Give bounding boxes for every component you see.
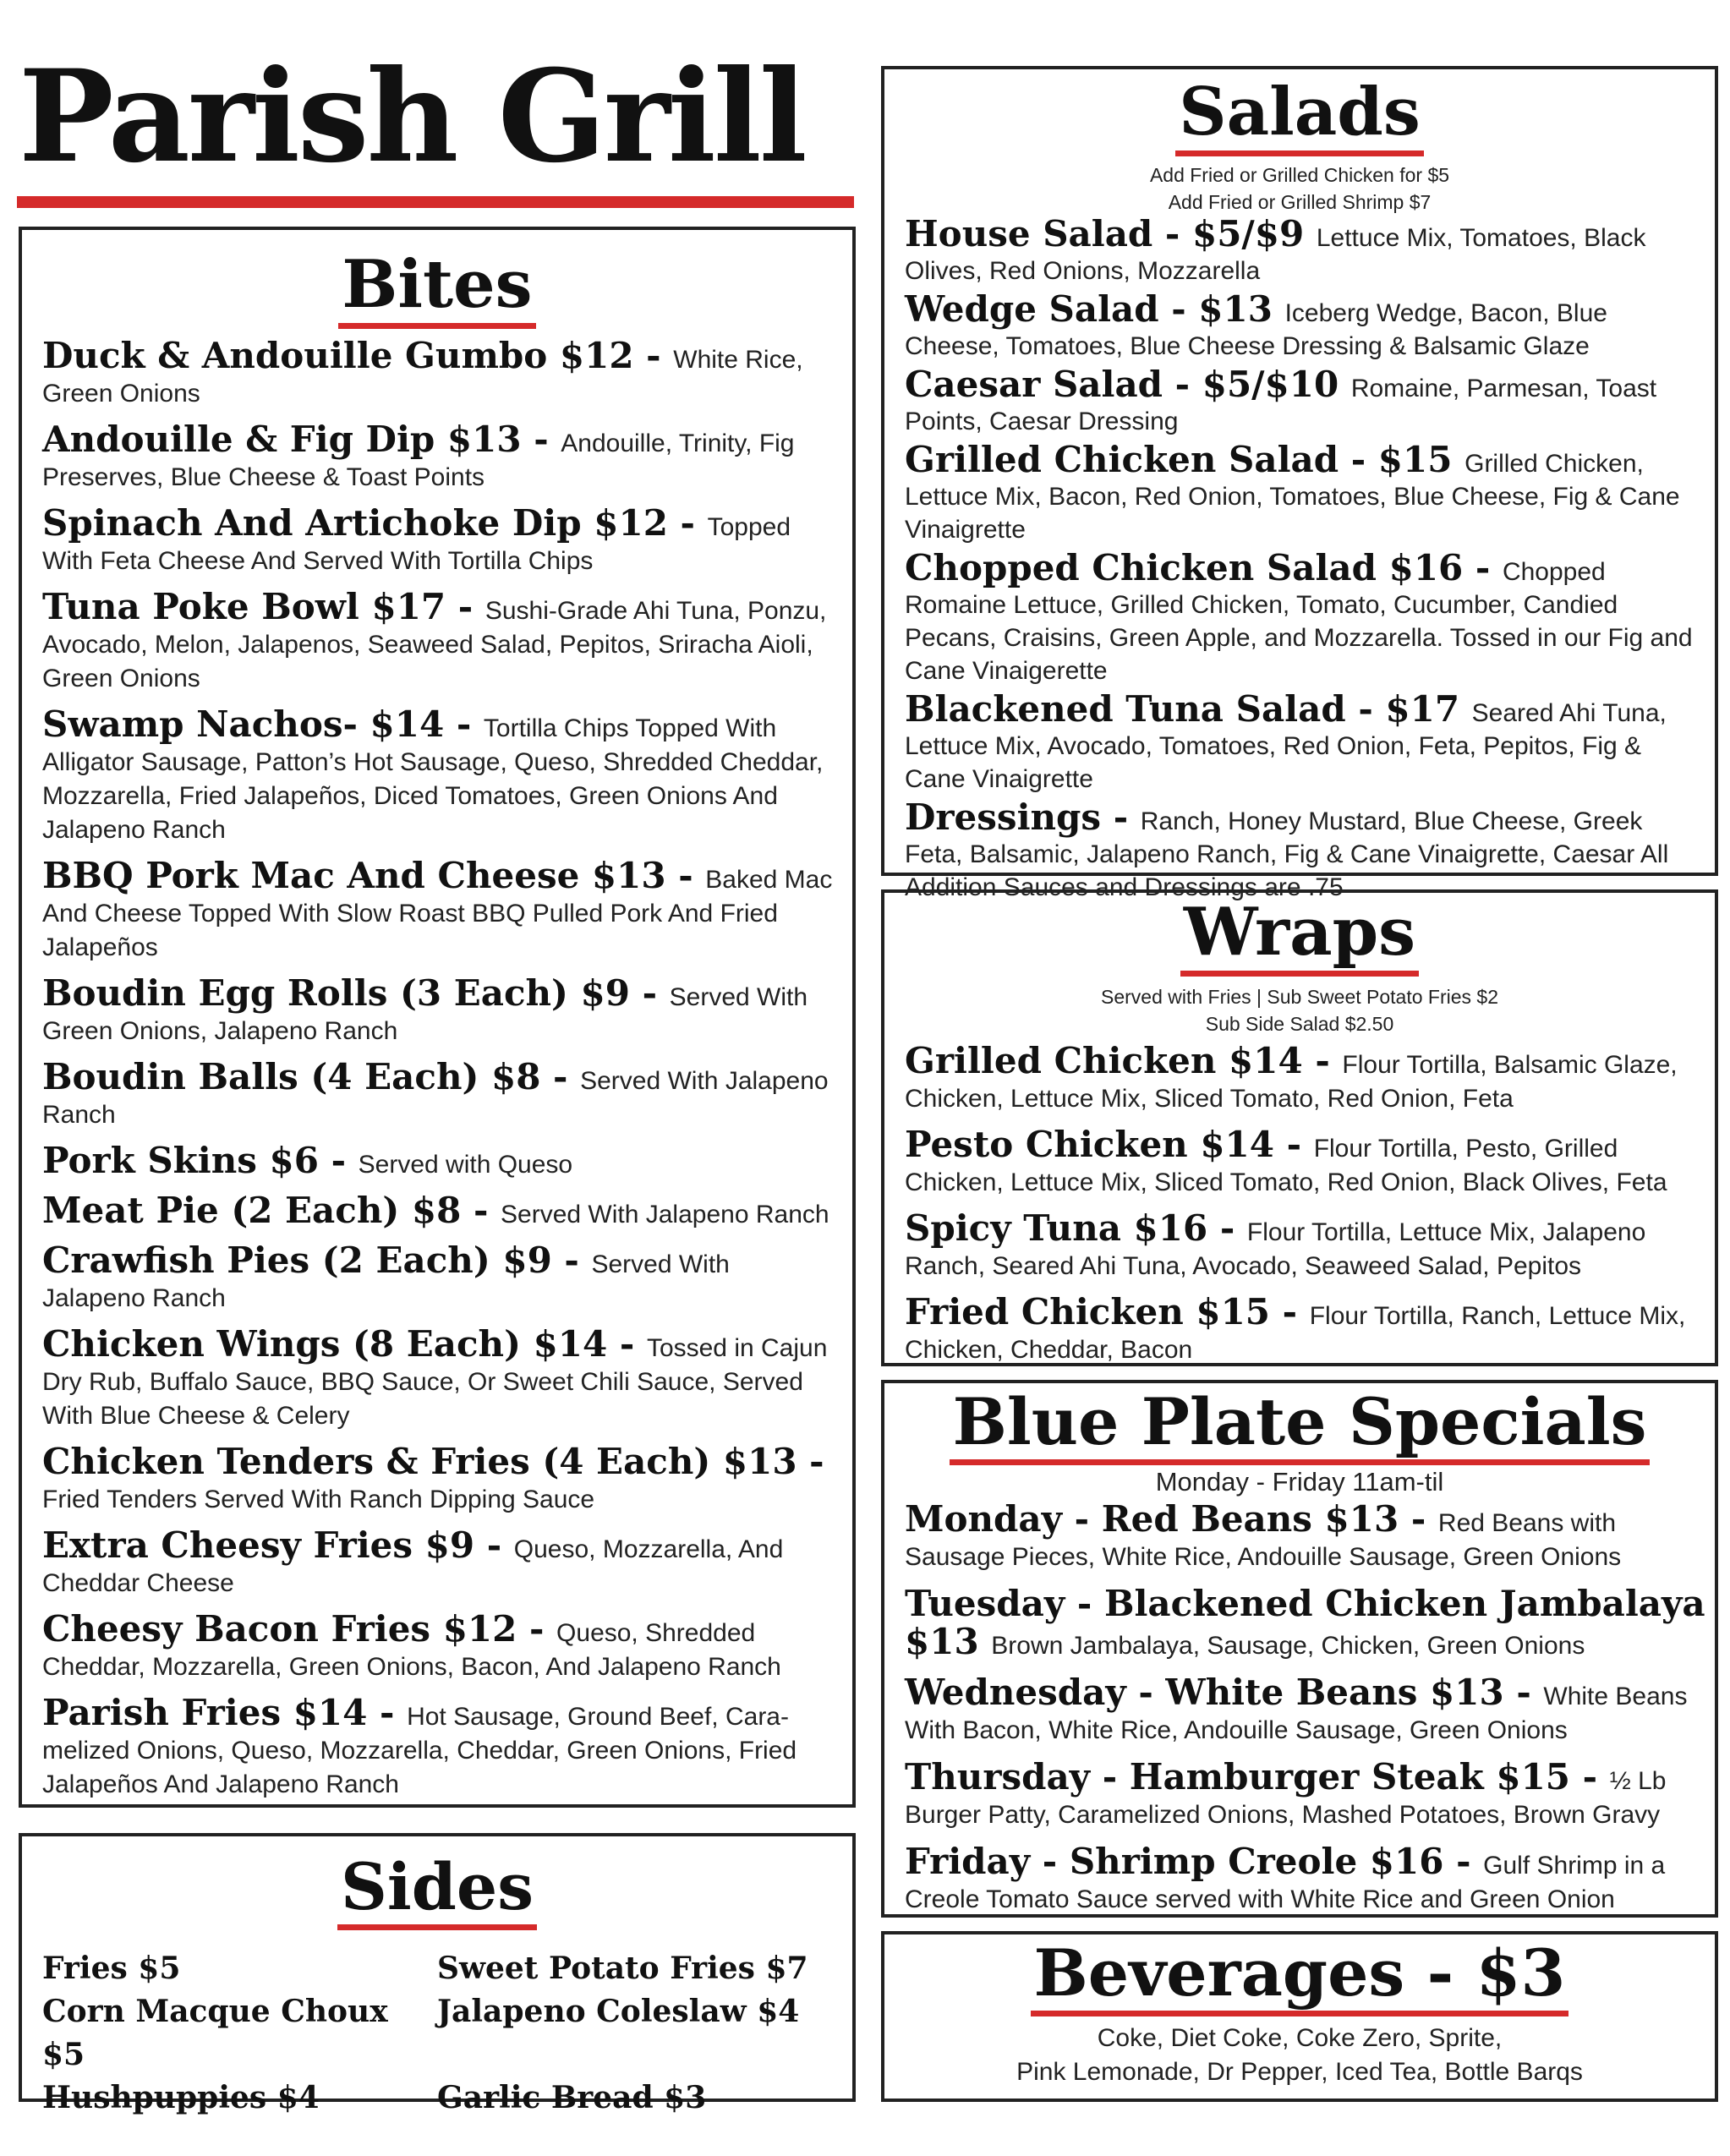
menu-item: [42, 1139, 837, 1182]
wraps-heading: Wraps: [884, 896, 1715, 977]
item-description: Iceberg Wedge, Bacon, Blue Cheese, Tomatoes, Blue Cheese Dressing & Balsamic Glaze: [905, 298, 1607, 360]
menu-item: [905, 796, 1706, 904]
item-description: Flour Tortilla, Balsamic Glaze, Chicken, Lettuce Mix, Sliced Tomato, Red Onion, Feta: [905, 1050, 1678, 1113]
menu-item: [42, 418, 837, 495]
item-name: Boudin Egg Rolls (3 Each) $9 -: [42, 971, 670, 1014]
item-name: Pork Skins $6 -: [42, 1139, 359, 1181]
item-name: Chopped Chicken Salad $16 -: [905, 546, 1503, 588]
item-description: Served With Green Onions, Jalapeno Ranch: [42, 982, 808, 1045]
item-name: Tuna Poke Bowl $17 -: [42, 585, 485, 627]
menu-item: [905, 687, 1706, 796]
item-description: Ranch, Honey Mustard, Blue Cheese, Greek Feta, Balsamic, Jalapeno Ranch, Fig & Cane Vinaigrette, Caesar All Addition Sauces and Dressings are .75: [905, 807, 1669, 901]
salads-note: Add Fried or Grilled Shrimp $7: [1168, 190, 1432, 213]
item-name: Dressings -: [905, 796, 1141, 838]
item-description: Queso, Shredded Cheddar, Mozzarella, Green Onions, Bacon, And Jalapeno Ranch: [42, 1618, 781, 1681]
side-item: Jalapeno Coleslaw $4: [437, 1993, 800, 2029]
item-name: Thursday - Hamburger Steak $15 -: [905, 1755, 1610, 1798]
item-description: Red Beans with Sausage Pieces, White Rice, Andouille Sausage, Green Onions: [905, 1508, 1622, 1571]
item-description: Served With Jalapeno Ranch: [42, 1250, 730, 1312]
menu-item: [42, 1189, 837, 1232]
side-item: Garlic Bread $3: [437, 2079, 707, 2115]
item-description: Topped With Feta Cheese And Served With Tortilla Chips: [42, 512, 791, 575]
menu-item: [42, 1239, 837, 1316]
item-name: Monday - Red Beans $13 -: [905, 1497, 1438, 1540]
item-description: Tortilla Chips Topped With Alligator Sausage, Patton’s Hot Sausage, Queso, Shredded Cheddar, Mozzarella, Fried Jalapeños, Diced Tomatoes, Green Onions And Jalapeno Ranch: [42, 714, 824, 844]
item-name: House Salad - $5/$9: [905, 212, 1317, 254]
bites-section: [19, 227, 856, 1808]
specials-list: [884, 1497, 1715, 1917]
menu-item: [42, 334, 837, 411]
item-name: Wedge Salad - $13: [905, 287, 1285, 330]
beverages-heading: Beverages - $3: [884, 1938, 1715, 2016]
menu-item: [42, 1055, 837, 1132]
menu-item: [42, 703, 837, 847]
item-description: Hot Sausage, Ground Beef, Cara-melized Onions, Queso, Mozzarella, Cheddar, Green Onions, Fried Jalapeños And Jalapeno Ranch: [42, 1702, 797, 1798]
item-description: Fried Tenders Served With Ranch Dipping Sauce: [42, 1485, 595, 1513]
wraps-note: Sub Side Salad $2.50: [1205, 1012, 1394, 1035]
menu-item: [42, 1440, 837, 1517]
menu-item: [42, 1322, 837, 1433]
item-name: Swamp Nachos- $14 -: [42, 703, 484, 745]
item-name: Spicy Tuna $16 -: [905, 1207, 1247, 1249]
item-name: Spinach And Artichoke Dip $12 -: [42, 501, 708, 544]
item-name: Crawfish Pies (2 Each) $9 -: [42, 1239, 592, 1281]
item-name: Wednesday - White Beans $13 -: [905, 1671, 1544, 1713]
specials-section: [881, 1380, 1718, 1918]
item-description: Sushi-Grade Ahi Tuna, Ponzu, Avocado, Melon, Jalapenos, Seaweed Salad, Pepitos, Sriracha Aioli, Green Onions: [42, 596, 827, 692]
salads-section: [881, 66, 1718, 901]
item-description: Gulf Shrimp in a Creole Tomato Sauce served with White Rice and Green Onion: [905, 1851, 1666, 1913]
item-description: Chopped Romaine Lettuce, Grilled Chicken, Tomato, Cucumber, Candied Pecans, Craisins, Green Apple, and Mozzarella. Tossed in our Fig and Cane Vinaigerette: [905, 557, 1693, 685]
menu-item: [42, 1524, 837, 1601]
menu-item: [905, 1582, 1706, 1663]
side-item: Fries $5: [42, 1950, 181, 1986]
item-name: Grilled Chicken $14 -: [905, 1039, 1343, 1081]
item-name: Friday - Shrimp Creole $16 -: [905, 1840, 1484, 1882]
wraps-list: [884, 1039, 1715, 1367]
menu-item: [905, 1207, 1706, 1283]
item-name: Cheesy Bacon Fries $12 -: [42, 1607, 557, 1650]
beverages-section: [881, 1931, 1718, 2102]
specials-heading: Blue Plate Specials: [884, 1387, 1715, 1465]
restaurant-name: Parish Grill: [19, 42, 805, 191]
item-description: Queso, Mozzarella, And Cheddar Cheese: [42, 1535, 784, 1597]
item-description: Romaine, Parmesan, Toast Points, Caesar Dressing: [905, 374, 1657, 435]
item-description: Served With Jalapeno Ranch: [42, 1066, 829, 1129]
item-name: Parish Fries $14 -: [42, 1691, 408, 1733]
sides-section: [19, 1833, 856, 2115]
menu-item: [42, 971, 837, 1048]
item-description: ½ Lb Burger Patty, Caramelized Onions, Mashed Potatoes, Brown Gravy: [905, 1766, 1667, 1829]
item-name: Tuesday - Blackened Chicken Jambalaya $13: [905, 1582, 1705, 1662]
item-name: Grilled Chicken Salad - $15: [905, 438, 1465, 480]
menu-item: [905, 287, 1706, 363]
item-name: BBQ Pork Mac And Cheese $13 -: [42, 854, 706, 896]
menu-item: [905, 1123, 1706, 1200]
side-item: Corn Macque Choux $5: [42, 1993, 388, 2072]
item-description: Baked Mac And Cheese Topped With Slow Roast BBQ Pulled Pork And Fried Jalapeños: [42, 865, 833, 961]
item-description: Andouille, Trinity, Fig Preserves, Blue Cheese & Toast Points: [42, 429, 795, 491]
item-description: Grilled Chicken, Lettuce Mix, Bacon, Red Onion, Tomatoes, Blue Cheese, Fig & Cane Vinaigrette: [905, 449, 1680, 544]
beverages-list: Pink Lemonade, Dr Pepper, Iced Tea, Bottle Barqs: [1016, 2057, 1583, 2086]
menu-item: [905, 1290, 1706, 1367]
specials-subtitle: Monday - Friday 11am-til: [1155, 1466, 1444, 1497]
salads-note: Add Fried or Grilled Chicken for $5: [1149, 163, 1450, 186]
title-underline: [17, 196, 854, 208]
side-item: Hushpuppies $4: [42, 2079, 320, 2115]
item-description: Flour Tortilla, Lettuce Mix, Jalapeno Ranch, Seared Ahi Tuna, Avocado, Seaweed Salad, Pepitos: [905, 1218, 1646, 1280]
item-name: Meat Pie (2 Each) $8 -: [42, 1189, 501, 1231]
item-name: Fried Chicken $15 -: [905, 1290, 1310, 1332]
sides-list: [22, 1947, 852, 2120]
item-description: Flour Tortilla, Pesto, Grilled Chicken, Lettuce Mix, Sliced Tomato, Red Onion, Black Olives, Feta: [905, 1134, 1667, 1196]
menu-item: [905, 1755, 1706, 1832]
item-name: Chicken Tenders & Fries (4 Each) $13 -: [42, 1440, 824, 1482]
item-name: Extra Cheesy Fries $9 -: [42, 1524, 514, 1566]
salads-heading: Salads: [884, 76, 1715, 156]
item-name: Pesto Chicken $14 -: [905, 1123, 1314, 1165]
item-name: Duck & Andouille Gumbo $12 -: [42, 334, 674, 376]
menu-item: [905, 212, 1706, 287]
item-description: Served with Queso: [358, 1150, 573, 1179]
sides-heading: Sides: [22, 1852, 852, 1930]
item-description: White Beans With Bacon, White Rice, Andouille Sausage, Green Onions: [905, 1682, 1688, 1744]
item-description: Brown Jambalaya, Sausage, Chicken, Green Onions: [991, 1631, 1585, 1660]
menu-item: [905, 438, 1706, 546]
item-description: Tossed in Cajun Dry Rub, Buffalo Sauce, BBQ Sauce, Or Sweet Chili Sauce, Served With Blue Cheese & Celery: [42, 1333, 828, 1430]
menu-item: [42, 1607, 837, 1684]
bites-list: [22, 334, 852, 1802]
menu-item: [905, 1039, 1706, 1116]
menu-item: [42, 585, 837, 696]
item-description: Flour Tortilla, Ranch, Lettuce Mix, Chicken, Cheddar, Bacon: [905, 1301, 1686, 1364]
salads-list: [884, 212, 1715, 904]
menu-item: [42, 501, 837, 578]
menu-item: [905, 1671, 1706, 1748]
item-name: Chicken Wings (8 Each) $14 -: [42, 1322, 647, 1365]
wraps-note: Served with Fries | Sub Sweet Potato Fries $2: [1100, 985, 1499, 1008]
item-name: Andouille & Fig Dip $13 -: [42, 418, 561, 460]
item-description: Seared Ahi Tuna, Lettuce Mix, Avocado, Tomatoes, Red Onion, Feta, Pepitos, Fig & Cane Vinaigrette: [905, 698, 1667, 793]
beverages-list: Coke, Diet Coke, Coke Zero, Sprite,: [1097, 2023, 1503, 2052]
wraps-section: [881, 889, 1718, 1366]
side-item: Sweet Potato Fries $7: [437, 1950, 808, 1986]
menu-item: [42, 854, 837, 965]
item-description: White Rice, Green Onions: [42, 345, 803, 408]
item-description: Served With Jalapeno Ranch: [501, 1200, 829, 1228]
item-name: Blackened Tuna Salad - $17: [905, 687, 1472, 730]
menu-item: [42, 1691, 837, 1802]
item-description: Lettuce Mix, Tomatoes, Black Olives, Red Onions, Mozzarella: [905, 223, 1646, 285]
item-name: Caesar Salad - $5/$10: [905, 363, 1351, 405]
menu-item: [905, 1497, 1706, 1574]
item-name: Boudin Balls (4 Each) $8 -: [42, 1055, 581, 1097]
menu-item: [905, 1840, 1706, 1917]
bites-heading: Bites: [22, 249, 852, 329]
menu-item: [905, 546, 1706, 687]
menu-item: [905, 363, 1706, 438]
